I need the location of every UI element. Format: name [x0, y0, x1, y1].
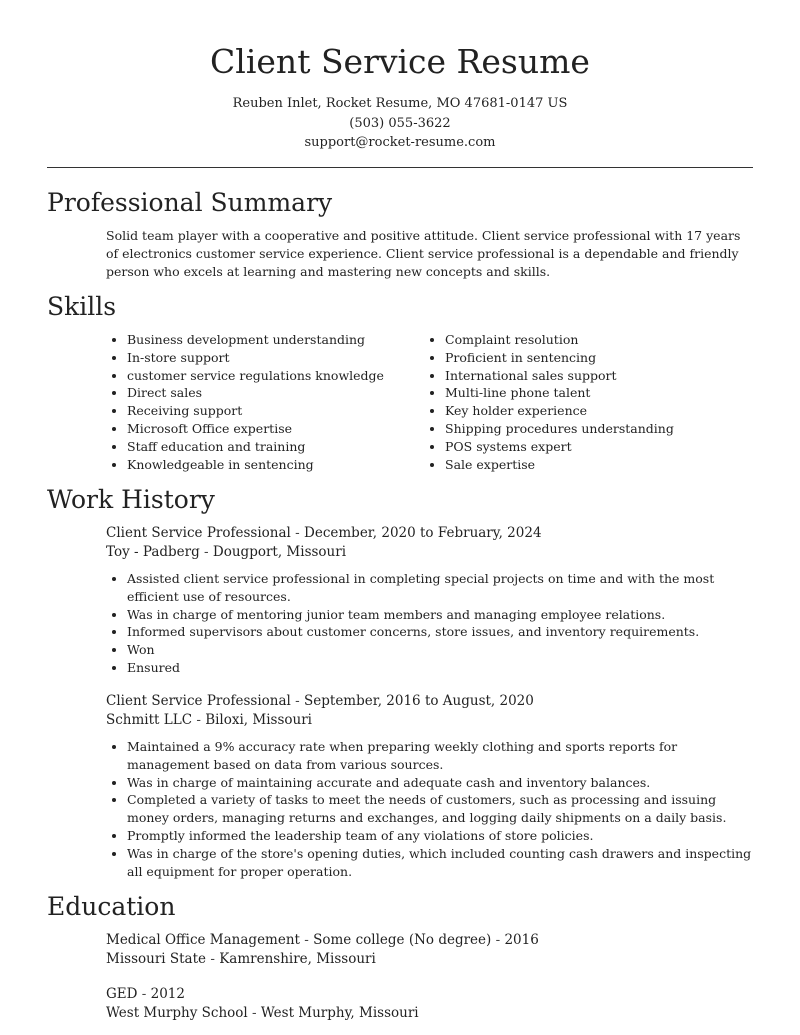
education-location: West Murphy, Missouri [260, 1005, 419, 1021]
skill-item: • customer service regulations knowledge [127, 367, 424, 385]
skills-column-right [424, 331, 674, 473]
skill-item: • Microsoft Office expertise [127, 420, 424, 438]
skills-column-left [106, 331, 424, 473]
education-school: Missouri State [106, 951, 207, 967]
education-school: West Murphy School [106, 1005, 248, 1021]
skill-item: • Direct sales [127, 384, 424, 402]
skill-item: • Knowledgeable in sentencing [127, 456, 424, 474]
resume-header [0, 0, 800, 153]
contact-email: support@rocket-resume.com [304, 135, 496, 150]
education-program: Medical Office Management [106, 932, 300, 948]
education-entry [106, 985, 756, 1023]
skill-item: • International sales support [445, 367, 674, 385]
job-company: Schmitt LLC [106, 712, 193, 728]
skill-item: • In-store support [127, 349, 424, 367]
education-program: GED [106, 986, 138, 1002]
skill-item: • Staff education and training [127, 438, 424, 456]
job-location: Dougport, Missouri [212, 544, 347, 560]
job-duty: • Was in charge of maintaining accurate and adequate cash and inventory balances. [127, 774, 756, 792]
header-divider [47, 167, 753, 168]
job-duty: • Promptly informed the leadership team of any violations of store policies. [127, 827, 756, 845]
education-school-line: Missouri State - Kamrenshire, Missouri [106, 951, 376, 967]
job-duty: • Informed supervisors about customer concerns, store issues, and inventory requirements. [127, 623, 756, 641]
job-duties [106, 738, 756, 880]
job-duty: • Ensured [127, 659, 756, 677]
job-duties [106, 570, 756, 677]
job-duty: • Won [127, 641, 756, 659]
skills-list [106, 331, 756, 473]
education-level: Some college (No degree) [313, 932, 492, 948]
education-entry [106, 931, 756, 969]
skills-heading: Skills [47, 292, 117, 321]
summary-text: Solid team player with a cooperative and positive attitude. Client service professional with 17 years of electronics customer service experience. Client service professional is a dependable and friendly person who excels at learning and mastering new concepts and skills. [106, 228, 741, 279]
education-program-line: Medical Office Management - Some college (No degree) - 2016 [106, 932, 539, 948]
skill-item: • POS systems expert [445, 438, 674, 456]
job-entry [106, 692, 756, 880]
skill-item: • Key holder experience [445, 402, 674, 420]
skill-item: • Receiving support [127, 402, 424, 420]
job-duty: • Completed a variety of tasks to meet the needs of customers, such as processing and issuing money orders, managing returns and exchanges, and logging daily shipments on a daily basis. [127, 791, 756, 827]
job-dates: September, 2016 to August, 2020 [304, 693, 534, 709]
job-company-line: Toy - Padberg - Dougport, Missouri [106, 544, 347, 560]
education-location: Kamrenshire, Missouri [219, 951, 376, 967]
summary-heading: Professional Summary [47, 188, 333, 217]
skill-item: • Multi-line phone talent [445, 384, 674, 402]
job-role: Client Service Professional [106, 525, 291, 541]
education-heading: Education [47, 892, 176, 921]
job-duty: • Maintained a 9% accuracy rate when preparing weekly clothing and sports reports for management based on data from various sources. [127, 738, 756, 774]
job-location: Biloxi, Missouri [205, 712, 312, 728]
job-company-line: Schmitt LLC - Biloxi, Missouri [106, 712, 312, 728]
education-school-line: West Murphy School - West Murphy, Missouri [106, 1005, 419, 1021]
job-dates: December, 2020 to February, 2024 [304, 525, 542, 541]
skill-item: • Business development understanding [127, 331, 424, 349]
resume-title: Client Service Resume [210, 42, 590, 81]
skill-item: • Proficient in sentencing [445, 349, 674, 367]
job-duty: • Assisted client service professional in completing special projects on time and with the most efficient use of resources. [127, 570, 756, 606]
education-year: 2012 [150, 986, 185, 1002]
job-duty: • Was in charge of the store's opening duties, which included counting cash drawers and inspecting all equipment for proper operation. [127, 845, 756, 881]
job-duty: • Was in charge of mentoring junior team members and managing employee relations. [127, 606, 756, 624]
work-history-heading: Work History [47, 485, 215, 514]
contact-info [0, 94, 800, 153]
job-title-line: Client Service Professional - September, 2016 to August, 2020 [106, 693, 534, 709]
education-year: 2016 [504, 932, 539, 948]
education-program-line: GED - 2012 [106, 986, 185, 1002]
job-entry [106, 524, 756, 677]
job-company: Toy - Padberg [106, 544, 200, 560]
job-role: Client Service Professional [106, 693, 291, 709]
contact-address: Reuben Inlet, Rocket Resume, MO 47681-0147 US [232, 96, 568, 111]
contact-phone: (503) 055-3622 [349, 115, 451, 131]
skill-item: • Complaint resolution [445, 331, 674, 349]
job-title-line: Client Service Professional - December, 2020 to February, 2024 [106, 525, 542, 541]
skill-item: • Sale expertise [445, 456, 674, 474]
skill-item: • Shipping procedures understanding [445, 420, 674, 438]
